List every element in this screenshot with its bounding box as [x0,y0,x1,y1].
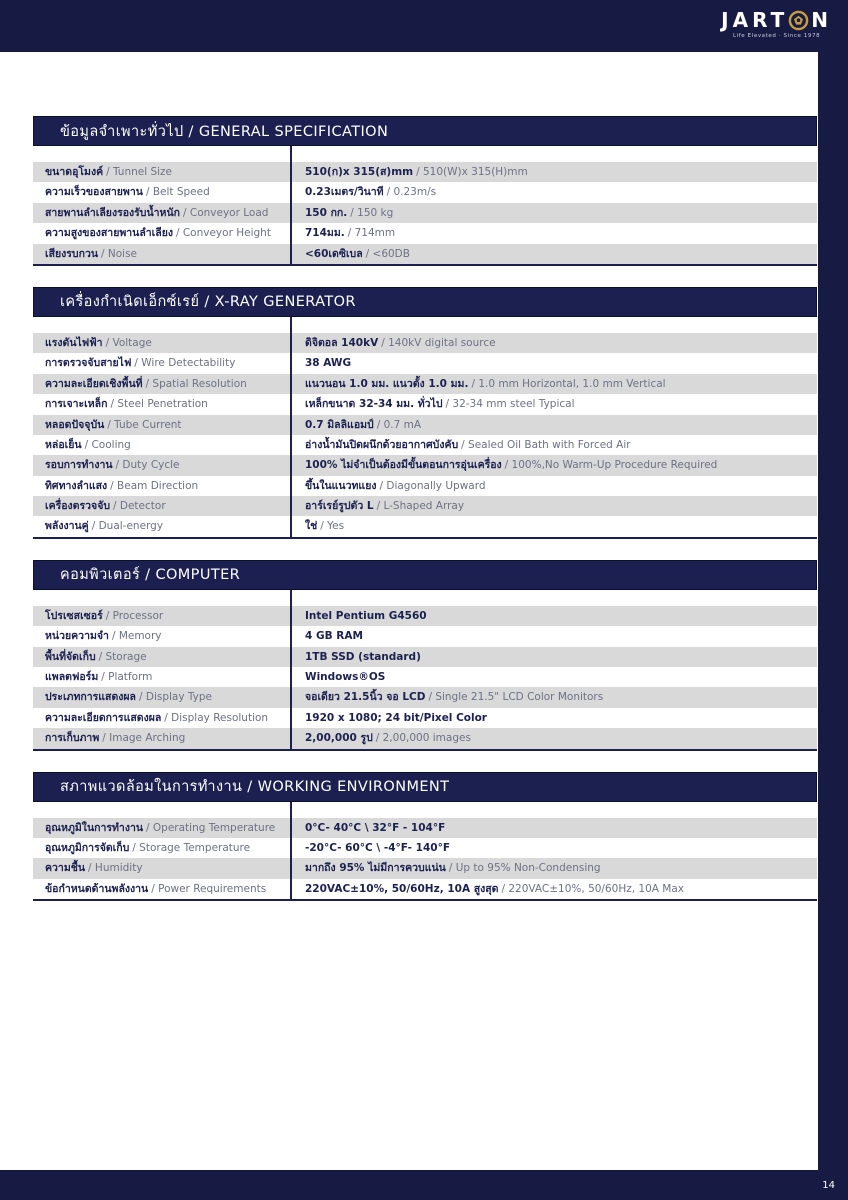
row-value [292,353,817,373]
row-value [292,455,817,475]
row-value-th: 150 กก. [305,206,348,219]
row-value [292,244,817,264]
row-label [33,476,292,496]
row-value [292,818,817,838]
table-row [33,223,817,243]
table-row [33,838,817,858]
section-header [33,560,817,590]
row-label-en: / Dual-energy [91,520,164,533]
row-label [33,496,292,516]
row-label-th: ความละเอียดเชิงพื้นที่ [45,377,143,390]
row-label [33,435,292,455]
row-label-en: / Conveyor Height [175,227,271,240]
row-value-en: / <60DB [365,247,410,260]
table-row [33,606,817,626]
row-label [33,394,292,414]
spec-table-computer [33,606,817,751]
jarton-logo-o-icon [788,10,809,31]
row-value [292,838,817,858]
row-label [33,838,292,858]
table-row [33,162,817,182]
table-row [33,394,817,414]
row-label-en: / Tube Current [107,418,182,431]
row-label-en: / Duty Cycle [115,459,180,472]
table-row [33,858,817,878]
row-label [33,223,292,243]
row-label-th: ความละเอียดการแสดงผล [45,711,162,724]
row-value-en: / Up to 95% Non-Condensing [448,862,601,875]
row-value [292,858,817,878]
row-label [33,182,292,202]
row-label-th: พลังงานคู่ [45,520,89,533]
table-row [33,687,817,707]
row-value [292,333,817,353]
row-label-th: การตรวจจับสายไฟ [45,357,132,370]
row-value [292,415,817,435]
row-label [33,879,292,899]
row-label [33,606,292,626]
row-label-th: ทิศทางลำแสง [45,479,108,492]
row-label-en: / Platform [101,671,153,684]
table-row [33,353,817,373]
row-label [33,203,292,223]
row-label-en: / Noise [101,247,138,260]
section-header [33,772,817,802]
row-value [292,203,817,223]
row-value-th: เหล็กขนาด 32-34 มม. ทั่วไป [305,398,443,411]
row-value-en: / L-Shaped Array [376,500,465,513]
row-value [292,374,817,394]
logo-tagline: Life Elevated · Since 1978 [732,33,821,39]
row-value-en: / 714mm [347,227,396,240]
row-label-en: / Detector [113,500,166,513]
row-value [292,496,817,516]
row-label-en: / Spatial Resolution [145,377,247,390]
row-label [33,415,292,435]
table-row [33,476,817,496]
section-title: เครื่องกำเนิดเอ็กซ์เรย์ / X-RAY GENERATOR [60,294,356,311]
row-label [33,333,292,353]
table-row [33,374,817,394]
table-row [33,626,817,646]
row-value-en: / 0.7 mA [376,418,422,431]
row-value-th: อ่างน้ำมันปิดผนึกด้วยอากาศบังคับ [305,438,459,451]
row-value-en: / Yes [320,520,345,533]
row-value [292,667,817,687]
section-title: สภาพแวดล้อมในการทำงาน / WORKING ENVIRONMENT [60,779,450,796]
row-label [33,708,292,728]
jarton-logo-wordmark [721,9,832,31]
spec-table-xray [33,333,817,539]
row-label-en: / Beam Direction [110,479,199,492]
row-label-en: / Voltage [105,336,152,349]
row-label-th: อุณหภูมิการจัดเก็บ [45,841,130,854]
table-row [33,244,817,264]
row-value-th: 100% ไม่จำเป็นต้องมีขั้นตอนการอุ่นเครื่อง [305,459,502,472]
section-header [33,116,817,146]
row-value [292,606,817,626]
row-label-en: / Display Type [138,691,213,704]
row-value [292,879,817,899]
row-label-th: การเจาะเหล็ก [45,398,108,411]
row-label-th: สายพานลำเลียงรองรับน้ำหนัก [45,206,180,219]
row-label-th: หล่อเย็น [45,438,82,451]
row-value-th: 0.23เมตร/วินาที [305,186,384,199]
table-row [33,455,817,475]
row-label-th: เครื่องตรวจจับ [45,500,111,513]
row-label-th: ความชื้น [45,862,86,875]
row-value [292,223,817,243]
row-value-en: / Sealed Oil Bath with Forced Air [461,438,631,451]
row-label-en: / Image Arching [102,732,186,745]
row-value-en: / 150 kg [350,206,394,219]
row-label-th: รอบการทำงาน [45,459,113,472]
table-row [33,182,817,202]
row-label [33,516,292,536]
table-row [33,435,817,455]
row-value [292,162,817,182]
row-value-th: Windows®OS [305,671,386,684]
row-label-th: หน่วยความจำ [45,630,109,643]
row-label-en: / Wire Detectability [134,357,236,370]
row-label-en: / Processor [105,609,164,622]
row-value-en: / 140kV digital source [381,336,496,349]
row-label-th: ขนาดอุโมงค์ [45,166,104,178]
row-label-th: ความเร็วของสายพาน [45,186,143,199]
section-computer [33,560,817,751]
row-label [33,667,292,687]
row-label [33,626,292,646]
row-value [292,647,817,667]
row-label-en: / Storage Temperature [132,841,251,854]
row-value-th: 0°C- 40°C \ 32°F - 104°F [305,821,446,834]
section-title: ข้อมูลจำเพาะทั่วไป / GENERAL SPECIFICATION [60,123,389,140]
row-value-en: / 100%,No Warm-Up Procedure Required [504,459,718,472]
row-label-en: / Conveyor Load [183,206,269,219]
table-row [33,333,817,353]
row-value-th: ใช่ [305,520,318,533]
row-value [292,476,817,496]
row-label [33,687,292,707]
row-label [33,162,292,182]
row-label [33,647,292,667]
row-label-en: / Storage [98,650,147,663]
row-value-th: แนวนอน 1.0 มม. แนวตั้ง 1.0 มม. [305,377,469,390]
row-label [33,728,292,748]
row-label-th: แรงดันไฟฟ้า [45,336,103,349]
table-row [33,203,817,223]
row-value [292,394,817,414]
row-label [33,818,292,838]
row-label [33,858,292,878]
row-value [292,687,817,707]
row-value-en: / 0.23m/s [386,186,437,199]
row-value-th: อาร์เรย์รูปตัว L [305,500,374,513]
table-row [33,728,817,748]
row-value-th: <60เดซิเบล [305,247,363,260]
section-xray-generator [33,287,817,539]
table-row [33,818,817,838]
row-value-th: ขึ้นในแนวทแยง [305,479,377,492]
row-value-en: / 510(W)x 315(H)mm [416,166,528,178]
row-value-en: / 2,00,000 images [375,732,471,745]
row-label-th: ข้อกำหนดด้านพลังงาน [45,882,149,895]
table-row [33,647,817,667]
row-value-en: / 1.0 mm Horizontal, 1.0 mm Vertical [471,377,666,390]
spec-sheet-content [0,52,818,901]
row-value [292,182,817,202]
section-working-environment [33,772,817,902]
row-value [292,516,817,536]
row-label [33,353,292,373]
row-label-th: พื้นที่จัดเก็บ [45,650,96,663]
row-value-th: จอเดียว 21.5นิ้ว จอ LCD [305,691,426,704]
row-label-en: / Cooling [84,438,131,451]
row-label-th: ความสูงของสายพานลำเลียง [45,227,173,240]
row-value-th: 0.7 มิลลิแอมป์ [305,418,374,431]
row-label-th: การเก็บภาพ [45,732,100,745]
spec-sheet-panel [0,52,818,1170]
row-value [292,708,817,728]
row-value-th: 714มม. [305,227,345,240]
section-header [33,287,817,317]
row-value-en: / 32-34 mm steel Typical [445,398,575,411]
row-label-en: / Belt Speed [145,186,210,199]
logo-text-left: JART [721,8,789,32]
table-row [33,415,817,435]
row-value-th: ดิจิตอล 140kV [305,336,379,349]
row-label-th: หลอดปัจจุบัน [45,418,105,431]
spec-table-environment [33,818,817,902]
row-label-th: อุณหภูมิในการทำงาน [45,821,144,834]
section-title: คอมพิวเตอร์ / COMPUTER [60,567,241,584]
row-label-en: / Humidity [88,862,143,875]
row-value-th: -20°C- 60°C \ -4°F- 140°F [305,841,451,854]
row-label [33,374,292,394]
row-label-th: ประเภทการแสดงผล [45,691,136,704]
row-value-th: 1920 x 1080; 24 bit/Pixel Color [305,711,487,724]
table-row [33,708,817,728]
row-label-en: / Memory [111,630,162,643]
page-number: 14 [822,1180,835,1191]
logo-text-right: N [811,8,832,32]
row-label-en: / Tunnel Size [106,166,173,178]
row-value-th: 38 AWG [305,357,352,370]
row-value-th: 1TB SSD (standard) [305,650,421,663]
row-label-th: เสียงรบกวน [45,247,99,260]
table-row [33,879,817,899]
table-row [33,516,817,536]
row-value-th: มากถึง 95% ไม่มีการควบแน่น [305,862,446,875]
row-value-th: 220VAC±10%, 50/60Hz, 10A สูงสุด [305,882,499,895]
row-label-en: / Display Resolution [164,711,269,724]
row-value-th: 2,00,000 รูป [305,732,373,745]
row-value [292,626,817,646]
row-value-th: 510(ก)x 315(ส)mm [305,166,414,178]
row-value-th: 4 GB RAM [305,630,363,643]
row-label [33,244,292,264]
row-value [292,435,817,455]
jarton-logo [721,9,832,39]
row-label-en: / Operating Temperature [146,821,276,834]
row-value-th: Intel Pentium G4560 [305,609,427,622]
row-value-en: / Single 21.5" LCD Color Monitors [428,691,604,704]
spec-table-general [33,162,817,266]
row-label-th: แพลตฟอร์ม [45,671,99,684]
row-label-th: โปรเซสเซอร์ [45,609,103,622]
row-value-en: / Diagonally Upward [379,479,486,492]
row-value-en: / 220VAC±10%, 50/60Hz, 10A Max [501,882,684,895]
table-row [33,667,817,687]
section-general-specification [33,116,817,266]
row-label-en: / Steel Penetration [110,398,208,411]
row-label-en: / Power Requirements [151,882,267,895]
table-row [33,496,817,516]
row-label [33,455,292,475]
row-value [292,728,817,748]
